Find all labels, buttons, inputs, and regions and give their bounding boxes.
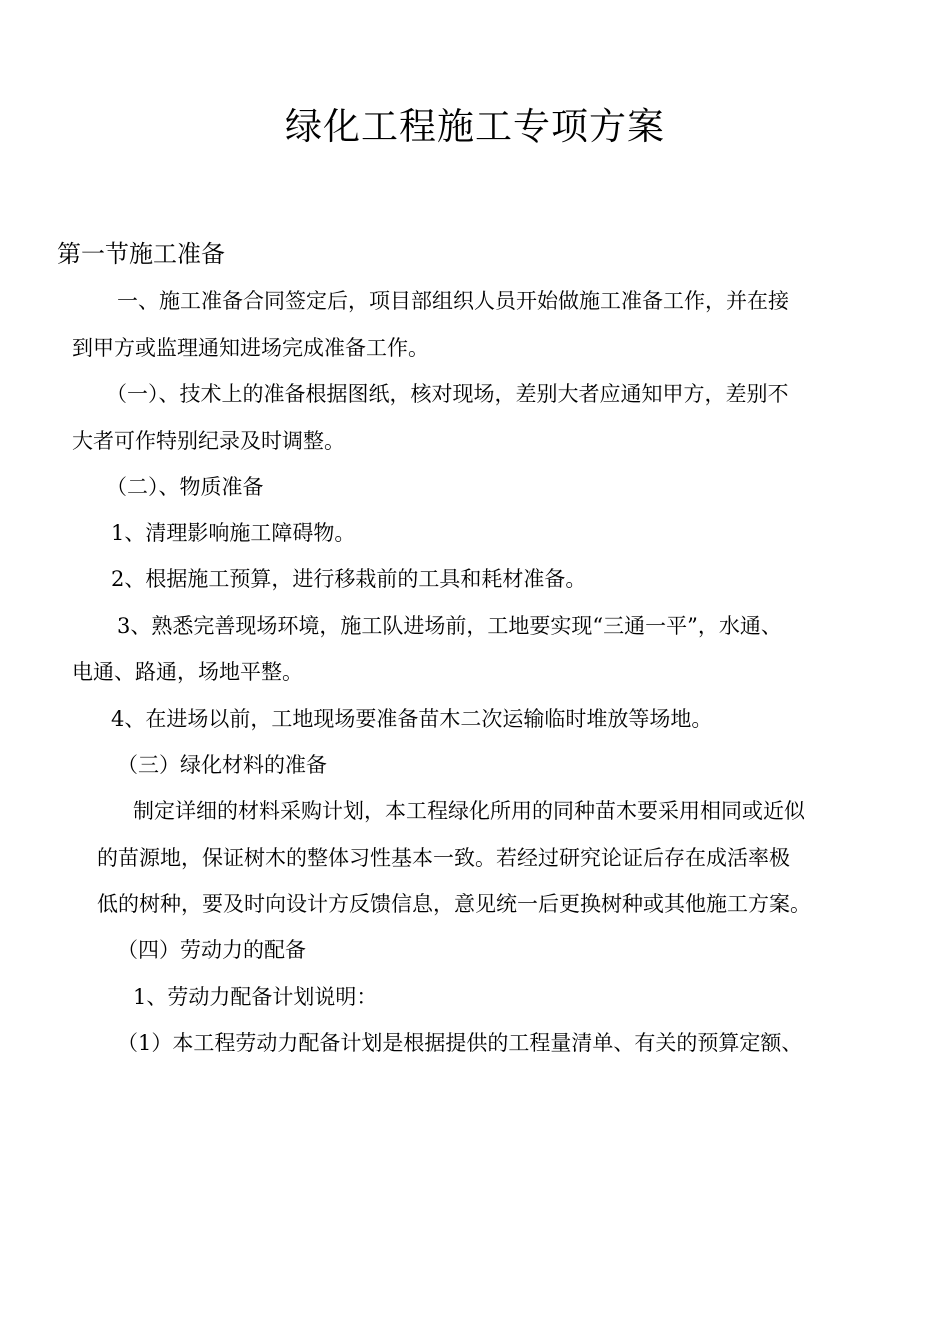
paragraph-line: （一）、技术上的准备根据图纸，核对现场，差别大者应通知甲方，差别不 [106,382,789,406]
paragraph-line: 低的树种，要及时向设计方反馈信息，意见统一后更换树种或其他施工方案。 [97,892,811,916]
paragraph-line: 一、施工准备合同签定后，项目部组织人员开始做施工准备工作，并在接 [117,289,789,313]
paragraph-line: （1）本工程劳动力配备计划是根据提供的工程量清单、有关的预算定额、 [117,1031,803,1055]
paragraph-line: 4、在进场以前，工地现场要准备苗木二次运输临时堆放等场地。 [111,707,713,731]
paragraph-line: （四）劳动力的配备 [117,938,306,962]
section-heading: 第一节施工准备 [57,240,225,268]
paragraph-line: 大者可作特别纪录及时调整。 [72,429,345,453]
document-title: 绿化工程施工专项方案 [285,105,665,148]
paragraph-line: （三）绿化材料的准备 [117,753,327,777]
paragraph-line: 电通、路通，场地平整。 [72,660,303,684]
paragraph-line: （二）、物质准备 [106,475,264,499]
paragraph-line: 1、清理影响施工障碍物。 [111,521,356,545]
paragraph-line: 制定详细的材料采购计划，本工程绿化所用的同种苗木要采用相同或近似 [133,799,805,823]
paragraph-line: 2、根据施工预算，进行移栽前的工具和耗材准备。 [111,567,587,591]
paragraph-line: 1、劳动力配备计划说明： [133,985,378,1009]
paragraph-line: 的苗源地，保证树木的整体习性基本一致。若经过研究论证后存在成活率极 [97,846,790,870]
paragraph-line: 3、熟悉完善现场环境，施工队进场前，工地要实现“三通一平”，水通、 [117,614,782,638]
paragraph-line: 到甲方或监理通知进场完成准备工作。 [72,336,429,360]
